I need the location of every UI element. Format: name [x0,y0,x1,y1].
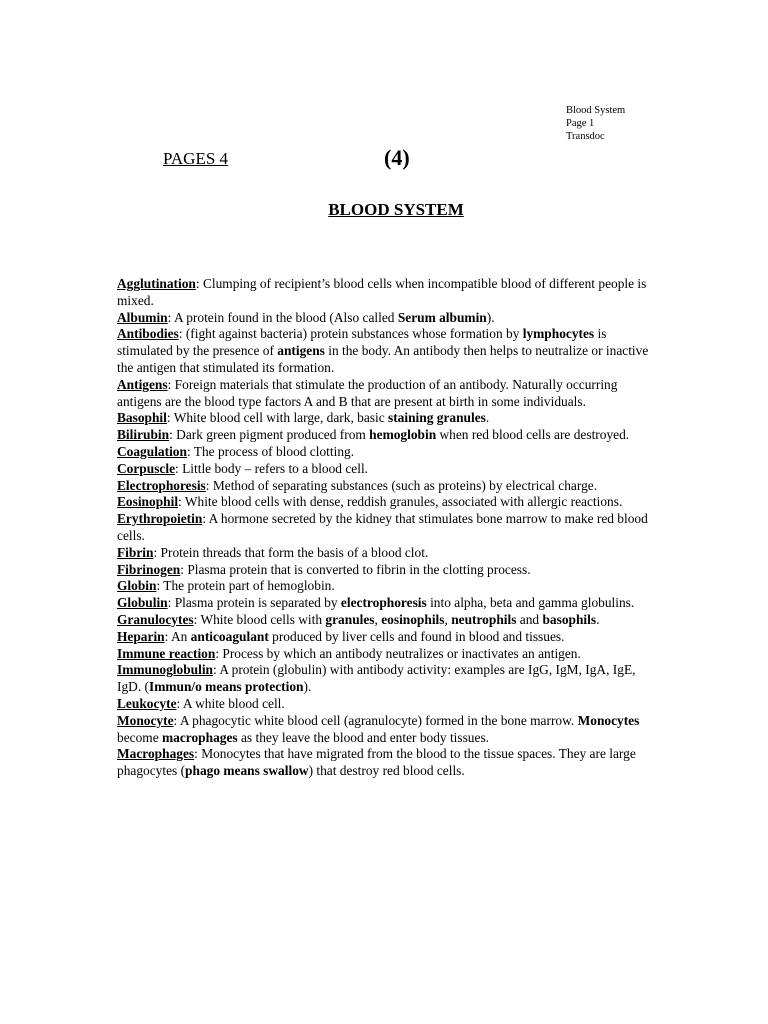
bold-phrase: electrophoresis [340,595,427,611]
glossary-entry [117,713,657,747]
glossary-term: Globin [117,578,157,594]
definition-text: : A protein found in the blood (Also called [167,309,398,325]
bold-phrase: eosinophils [381,611,445,627]
definition-text: in the body. An antibody then helps to neutralize or inactive the antigen that stimulated its formation. [117,343,649,375]
definition-text: : The protein part of hemoglobin. [156,578,335,594]
glossary-term: Erythropoietin [117,511,203,527]
glossary-entry [117,696,657,713]
glossary-entry [117,494,657,511]
bold-phrase: macrophages [161,729,238,745]
bold-phrase: Immun/o means protection [148,679,304,695]
bold-phrase: neutrophils [451,611,517,627]
definition-text: : An [164,628,191,644]
glossary-term: Immunoglobulin [117,662,214,678]
bold-phrase: staining granules [388,410,486,426]
glossary-term: Monocyte [117,712,174,728]
definition-text: : White blood cell with large, dark, basic [166,410,389,426]
glossary-entry [117,427,657,444]
definition-text: : Protein threads that form the basis of a blood clot. [153,544,429,560]
document-title: BLOOD SYSTEM [328,200,464,219]
glossary-term: Coagulation [117,443,187,459]
definition-text: : (fight against bacteria) protein substances whose formation by [178,326,523,342]
glossary-entry [117,629,657,646]
glossary-entry [117,478,657,495]
glossary-term: Leukocyte [117,695,177,711]
glossary-entry [117,612,657,629]
header-line: Page 1 [566,118,595,129]
glossary-term: Electrophoresis [117,477,206,493]
glossary-term: Fibrin [117,544,154,560]
glossary-term: Eosinophil [117,494,179,510]
glossary-entry [117,578,657,595]
definition-text: : A white blood cell. [176,695,285,711]
definition-text: ). [303,679,312,695]
glossary-entry [117,511,657,545]
glossary-term: Heparin [117,628,165,644]
definition-text: : White blood cells with [193,611,326,627]
bold-phrase: lymphocytes [522,326,595,342]
definition-text: : Little body – refers to a blood cell. [175,460,369,476]
definition-text: as they leave the blood and enter body tissues. [237,729,490,745]
definition-text: : Foreign materials that stimulate the production of an antibody. Naturally occurring antigens are the blood type factors A and B that are present at birth in some individuals. [117,376,618,409]
glossary-entry [117,646,657,663]
glossary-term: Macrophages [117,746,195,762]
definition-text: : White blood cells with dense, reddish granules, associated with allergic reactions. [178,494,623,510]
definition-text: : Dark green pigment produced from [169,427,370,443]
glossary-entry [117,662,657,696]
definition-text: ). [486,309,495,325]
definition-text: : Clumping of recipient’s blood cells when incompatible blood of different people is mixed. [117,276,647,308]
glossary-entry [117,444,657,461]
header-line: Blood System [566,105,626,116]
pages-label: PAGES 4 [163,149,229,168]
bold-phrase: granules [325,611,375,627]
glossary-entry [117,276,657,310]
glossary-term: Antibodies [117,326,179,342]
glossary-entry [117,410,657,427]
definition-text: : A protein (globulin) with antibody activity: examples are IgG, IgM, IgA, IgE, IgD. ( [117,662,636,695]
glossary-term: Bilirubin [117,427,170,443]
definition-text: . [596,611,600,627]
glossary-entry [117,461,657,478]
definition-text: : Process by which an antibody neutralizes or inactivates an antigen. [215,645,581,661]
header-line: Transdoc [566,131,605,142]
glossary-entry [117,326,657,376]
glossary-term: Globulin [117,595,168,611]
definition-text: when red blood cells are destroyed. [436,427,630,443]
definition-text: : Monocytes that have migrated from the blood to the tissue spaces. They are large phagocytes ( [117,746,636,779]
definition-text: . [485,410,490,426]
definition-text: , [374,611,382,627]
definition-text: : Plasma protein is separated by [167,595,341,611]
definition-text: ) that destroy red blood cells. [308,763,465,779]
glossary-entry [117,746,657,780]
bold-phrase: phago means swallow [185,763,309,779]
bold-phrase: basophils [542,611,597,627]
bold-phrase: anticoagulant [190,628,269,644]
glossary-term: Antigens [117,376,168,392]
definition-text: : Method of separating substances (such as proteins) by electrical charge. [205,477,598,493]
glossary-entry [117,562,657,579]
definition-text: into alpha, beta and gamma globulins. [426,595,635,611]
glossary-list [117,276,657,780]
glossary-entry [117,545,657,562]
bold-phrase: antigens [277,343,325,359]
glossary-term: Immune reaction [117,645,216,661]
bold-phrase: Serum albumin [397,309,487,325]
definition-text: and [516,611,543,627]
glossary-entry [117,310,657,327]
definition-text: produced by liver cells and found in blood and tissues. [268,628,565,644]
bold-phrase: hemoglobin [369,427,437,443]
glossary-term: Fibrinogen [117,561,181,577]
glossary-term: Albumin [117,309,168,325]
definition-text: : A phagocytic white blood cell (agranulocyte) formed in the bone marrow. [173,712,578,728]
definition-text: : The process of blood clotting. [186,443,355,459]
definition-text: , [444,611,452,627]
glossary-term: Agglutination [117,276,196,291]
page-header-corner [566,104,625,143]
glossary-term: Basophil [117,410,167,426]
definition-text: : Plasma protein that is converted to fibrin in the clotting process. [180,561,531,577]
glossary-term: Corpuscle [117,460,176,476]
bold-phrase: Monocytes [577,712,640,728]
glossary-entry [117,595,657,612]
glossary-entry [117,377,657,411]
glossary-term: Granulocytes [117,611,194,627]
definition-text: is stimulated by the presence of [117,326,607,359]
definition-text: become [117,729,162,745]
pages-number: (4) [384,145,410,170]
definition-text: : A hormone secreted by the kidney that stimulates bone marrow to make red blood cells. [117,511,648,543]
